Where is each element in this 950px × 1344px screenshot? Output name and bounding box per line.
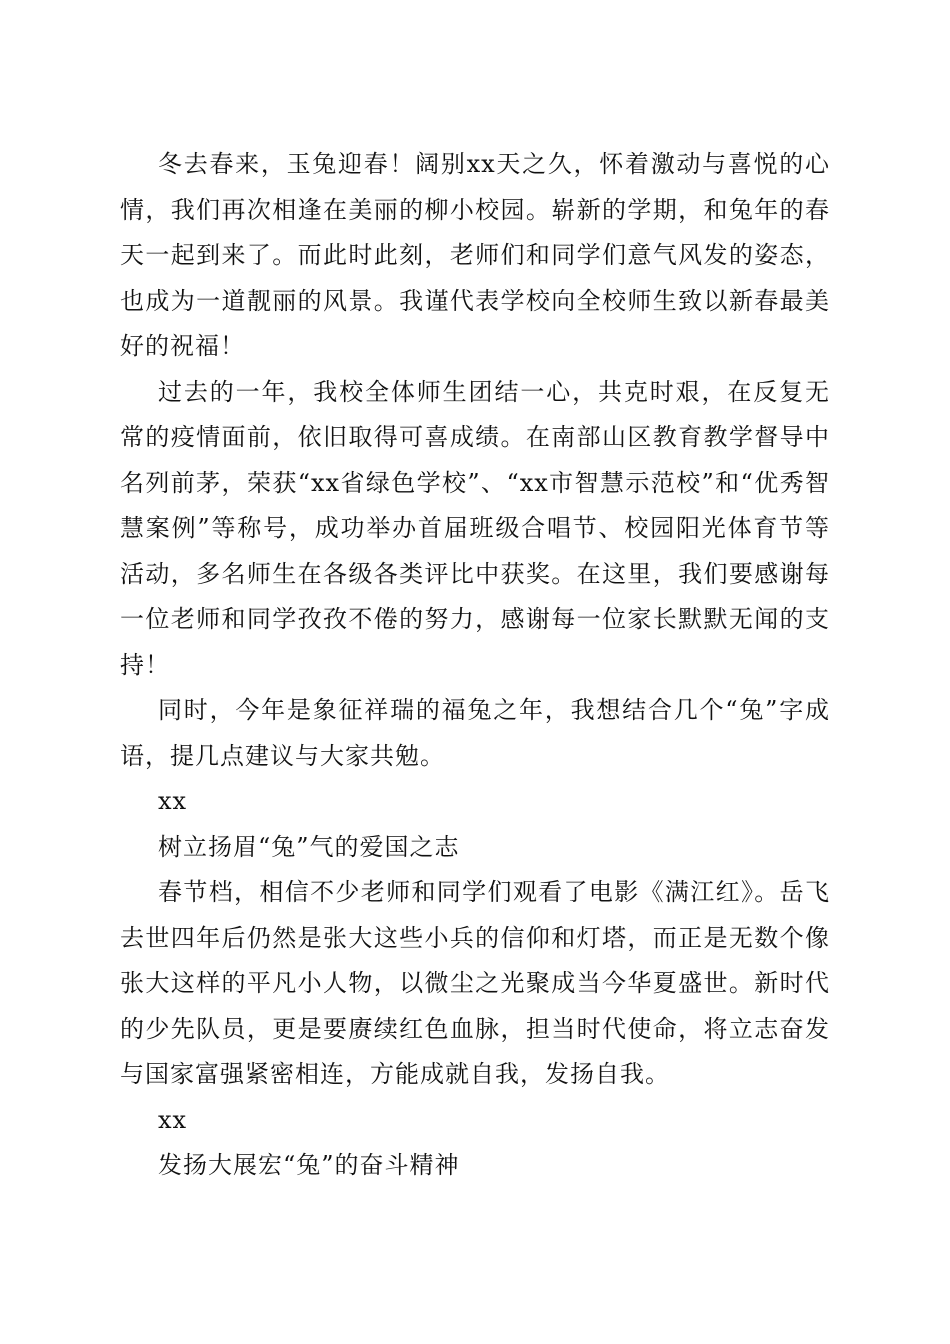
paragraph-greeting: 冬去春来，玉兔迎春！阔别xx天之久，怀着激动与喜悦的心情，我们再次相逢在美丽的柳小校园。崭新的学期，和兔年的春天一起到来了。而此时此刻，老师们和同学们意气风发的姿态，也成为一道靓丽的风景。我谨代表学校向全校师生致以新春最美好的祝福！ [120,150,830,360]
document-body [120,142,830,1189]
section-heading-1: 树立扬眉“兔”气的爱国之志 [158,832,460,861]
section-heading-2: 发扬大展宏“兔”的奋斗精神 [158,1151,460,1179]
section-number-2: xx [158,1105,188,1134]
section-number-1: xx [158,787,188,815]
paragraph-section-1-body: 春节档，相信不少老师和同学们观看了电影《满江红》。岳飞去世四年后仍然是张大这些小兵的信仰和灯塔，而正是无数个像张大这样的平凡小人物，以微尘之光聚成当今华夏盛世。新时代的少先队员，更是要赓续红色血脉，担当时代使命，将立志奋发与国家富强紧密相连，方能成就自我，发扬自我。 [120,878,830,1088]
paragraph-achievements: 过去的一年，我校全体师生团结一心，共克时艰，在反复无常的疫情面前，依旧取得可喜成绩。在南部山区教育教学督导中名列前茅，荣获“xx省绿色学校”、“xx市智慧示范校”和“优秀智慧案例”等称号，成功举办首届班级合唱节、校园阳光体育节等活动，多名师生在各级各类评比中获奖。在这里，我们要感谢每一位老师和同学孜孜不倦的努力，感谢每一位家长默默无闻的支持！ [120,377,830,679]
paragraph-intro-suggestions: 同时，今年是象征祥瑞的福兔之年，我想结合几个“兔”字成语，提几点建议与大家共勉。 [120,696,830,770]
